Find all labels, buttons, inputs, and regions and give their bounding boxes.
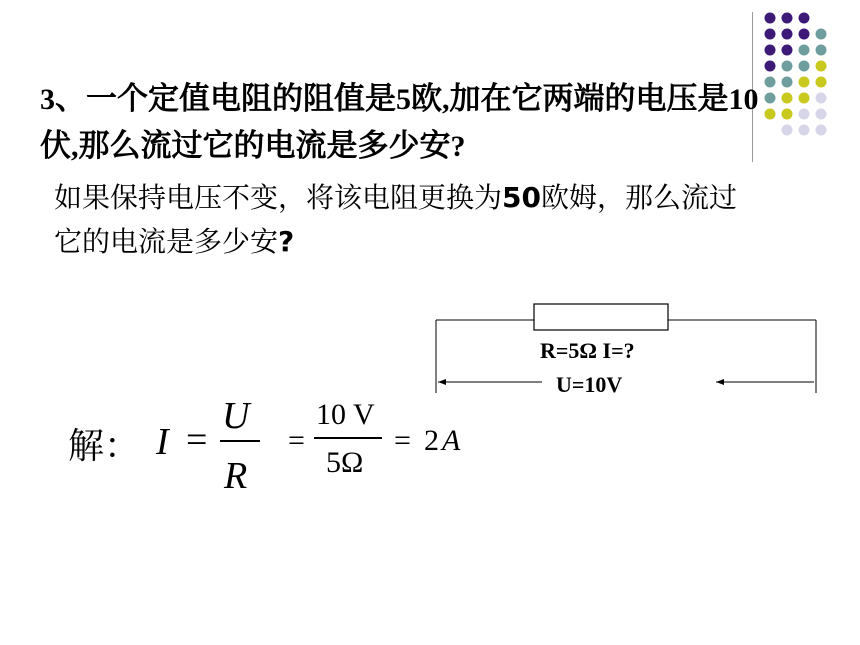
decorative-dot: [782, 125, 793, 136]
solution-denominator-2: 5Ω: [326, 446, 364, 479]
followup-resistance: 50: [502, 181, 541, 214]
decorative-dot: [765, 45, 776, 56]
followup-text2: 欧姆，那么流过它的电流是多少安: [54, 181, 737, 258]
decorative-dot: [782, 13, 793, 24]
fraction-bar-1: [220, 440, 260, 442]
solution-unit: A: [442, 424, 461, 457]
decorative-dot: [799, 93, 810, 104]
followup-qmark: ?: [278, 225, 295, 258]
decorative-dot: [782, 109, 793, 120]
decorative-dot: [782, 77, 793, 88]
circuit-label-u: U=10V: [556, 372, 623, 397]
question-part4: 伏: [40, 128, 71, 164]
arrowhead-left: [438, 379, 446, 385]
decorative-dot: [799, 13, 810, 24]
decorative-dot: [799, 29, 810, 40]
question-part5: 那么流过它的电流是多少安: [78, 128, 451, 164]
decorative-dot: [816, 125, 827, 136]
question-part3: 加在它两端的电压是: [449, 81, 729, 117]
decorative-dot: [765, 109, 776, 120]
question-part2: 欧: [411, 81, 442, 117]
solution-eq-1: =: [186, 419, 208, 461]
decorative-dot: [782, 45, 793, 56]
decorative-dot: [816, 29, 827, 40]
solution-label: 解：: [68, 426, 141, 467]
decorative-dot: [765, 77, 776, 88]
solution-result: 2: [424, 424, 439, 457]
decorative-dot: [799, 109, 810, 120]
solution-eq-3: =: [394, 424, 411, 457]
question-comma-2: ,: [71, 130, 79, 163]
solution-numerator-2: 10 V: [316, 398, 375, 431]
decorative-dot: [765, 61, 776, 72]
decorative-dot: [799, 45, 810, 56]
decorative-dot: [765, 29, 776, 40]
solution-denominator: R: [224, 455, 248, 497]
resistor-symbol: [534, 304, 668, 330]
question-title: [40, 76, 760, 170]
decorative-dot: [816, 45, 827, 56]
question-voltage: 10: [728, 83, 759, 116]
solution-lhs: I: [156, 421, 169, 463]
decorative-dot: [816, 61, 827, 72]
fraction-bar-2: [314, 437, 382, 439]
question-mark: ?: [450, 130, 466, 163]
decorative-dot: [816, 77, 827, 88]
solution-numerator: U: [222, 395, 250, 437]
decorative-dot: [765, 93, 776, 104]
solution-eq-2: =: [288, 424, 305, 457]
question-part1: 、一个定值电阻的阻值是: [55, 81, 396, 117]
decorative-dot: [799, 61, 810, 72]
followup-text1: 如果保持电压不变，将该电阻更换为: [54, 181, 503, 214]
question-resistance: 5: [396, 83, 411, 116]
decorative-dot: [799, 77, 810, 88]
decorative-dot-grid: [764, 12, 834, 136]
decorative-dot: [782, 61, 793, 72]
question-number: 3: [40, 83, 55, 116]
decorative-dot: [816, 109, 827, 120]
decorative-dot: [816, 93, 827, 104]
decorative-dot: [765, 13, 776, 24]
question-comma: ,: [442, 83, 450, 116]
circuit-label-r-i: R=5Ω I=?: [540, 338, 635, 363]
followup-question: [54, 176, 754, 264]
arrowhead-right: [716, 379, 724, 385]
decorative-dot: [799, 125, 810, 136]
decorative-dot: [782, 29, 793, 40]
decorative-dot: [782, 93, 793, 104]
